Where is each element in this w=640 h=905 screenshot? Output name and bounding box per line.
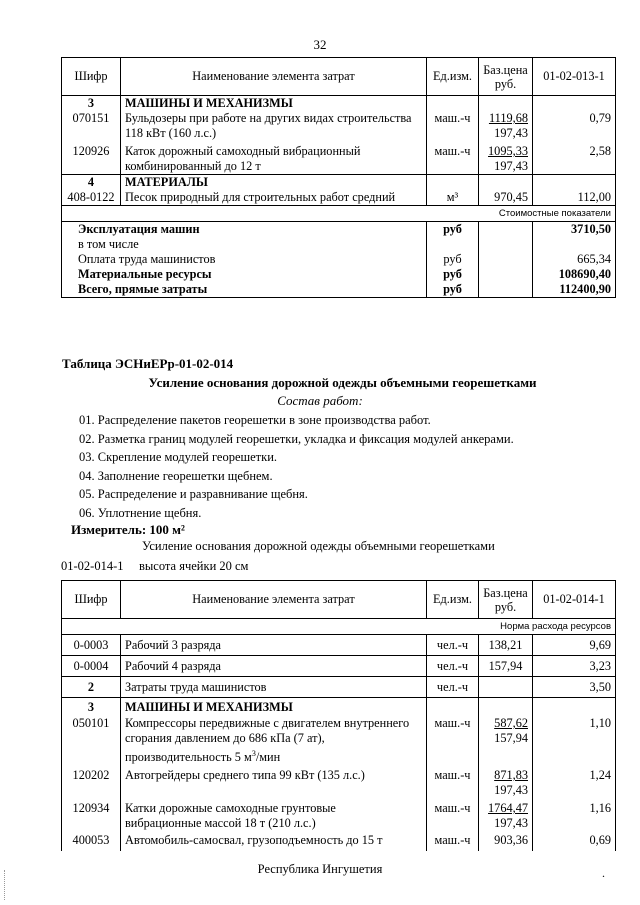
resource-norm-row — [62, 619, 616, 635]
row-code: 120934 — [62, 798, 121, 831]
section-row-machines — [62, 96, 616, 112]
row-name: Бульдозеры при работе на других видах строительства 118 кВт (160 л.с.) — [121, 111, 427, 141]
table-row — [62, 190, 616, 206]
meter-label: Измеритель: 100 м² — [71, 522, 185, 537]
col-code-header: Шифр — [62, 581, 121, 619]
row-price: 1095,33 197,43 — [479, 141, 533, 175]
table-header-row — [62, 58, 616, 96]
row-name: Песок природный для строительных работ средний — [121, 190, 427, 206]
section-number: 3 — [62, 698, 121, 716]
row-name: Автомобиль-самосвал, грузоподъемность до 15 т — [121, 831, 427, 851]
cost-indicators-label: Стоимостные показатели — [62, 206, 616, 222]
resource-norm-label: Норма расхода ресурсов — [62, 619, 616, 635]
list-item: 03. Скрепление модулей георешетки. — [79, 450, 278, 465]
col-price-header: Баз.цена руб. — [479, 58, 533, 96]
summary-unit: руб — [427, 267, 479, 282]
col-unit-header: Ед.изм. — [427, 58, 479, 96]
row-name-line: производительность 5 $м^3$/мин — [125, 749, 281, 765]
cost-indicators-row — [62, 206, 616, 222]
row-name: Автогрейдеры среднего типа 99 кВт (135 л.с.) — [121, 765, 427, 798]
row-price: 970,45 — [479, 190, 533, 206]
table-row — [62, 141, 616, 175]
summary-label: Оплата труда машинистов — [62, 252, 427, 267]
row-code: 400053 — [62, 831, 121, 851]
row-qty: 0,69 — [533, 831, 616, 851]
list-item: 01. Распределение пакетов георешетки в зоне производства работ. — [79, 413, 431, 427]
work-steps-list — [79, 411, 514, 523]
footer-mark: . — [602, 866, 605, 880]
row-name: Каток дорожный самоходный вибрационный комбинированный до 12 т — [121, 141, 427, 175]
row-qty: 1,10 — [533, 715, 616, 765]
list-item: 05. Распределение и разравнивание щебня. — [79, 487, 308, 502]
page-number: 32 — [313, 37, 327, 52]
row-qty: 2,58 — [533, 141, 616, 175]
row-unit: маш.-ч — [427, 715, 479, 765]
col-unit-header: Ед.изм. — [427, 581, 479, 619]
row-qty: 3,23 — [533, 656, 616, 677]
summary-value: 112400,90 — [533, 282, 616, 298]
row-code: 070151 — [62, 111, 121, 141]
col-price-header: Баз.цена руб. — [479, 581, 533, 619]
row-unit: маш.-ч — [427, 831, 479, 851]
table-row — [62, 831, 616, 851]
summary-label: Материальные ресурсы — [62, 267, 427, 282]
summary-row — [62, 222, 616, 238]
row-code: 0-0004 — [62, 656, 121, 677]
page-footer: Республика Ингушетия — [257, 862, 383, 876]
row-qty: 1,16 — [533, 798, 616, 831]
item-code: 01-02-014-1 — [61, 559, 124, 573]
col-name-header: Наименование элемента затрат — [121, 58, 427, 96]
summary-row — [62, 282, 616, 298]
summary-row — [62, 237, 616, 252]
list-item: 04. Заполнение георешетки щебнем. — [79, 468, 273, 483]
table-row — [62, 635, 616, 656]
section-row-machines — [62, 698, 616, 716]
list-item: 06. Уплотнение щебня. — [79, 505, 202, 520]
row-unit: чел.-ч — [427, 635, 479, 656]
row-unit: маш.-ч — [427, 798, 479, 831]
section-title: МАТЕРИАЛЫ — [121, 175, 427, 191]
section-title: МАШИНЫ И МЕХАНИЗМЫ — [121, 96, 427, 112]
row-price: 1119,68 197,43 — [479, 111, 533, 141]
row-qty: 112,00 — [533, 190, 616, 206]
table-row — [62, 656, 616, 677]
summary-row — [62, 267, 616, 282]
row-unit: м³ — [427, 190, 479, 206]
resource-table-2 — [61, 580, 616, 851]
section-row-materials — [62, 175, 616, 191]
row-price: 138,21 — [479, 635, 533, 656]
row-price: 587,62 157,94 — [479, 715, 533, 765]
row-name: Катки дорожные самоходные грунтовые вибрационные массой 18 т (210 л.с.) — [121, 798, 427, 831]
section-number: 2 — [62, 677, 121, 698]
row-price: 903,36 — [479, 831, 533, 851]
row-name: Рабочий 3 разряда — [121, 635, 427, 656]
summary-value: 665,34 — [533, 252, 616, 267]
summary-unit: руб — [427, 282, 479, 298]
table-row — [62, 798, 616, 831]
row-unit: чел.-ч — [427, 677, 479, 698]
summary-value: 108690,40 — [533, 267, 616, 282]
row-unit: чел.-ч — [427, 656, 479, 677]
scan-edge-mark — [4, 870, 7, 900]
section-title: Затраты труда машинистов — [121, 677, 427, 698]
table-row — [62, 715, 616, 765]
table-header-row — [62, 581, 616, 619]
row-price: 871,83 197,43 — [479, 765, 533, 798]
row-unit: маш.-ч — [427, 111, 479, 141]
summary-label: Всего, прямые затраты — [62, 282, 427, 298]
row-qty: 1,24 — [533, 765, 616, 798]
summary-value: 3710,50 — [533, 222, 616, 238]
col-norm-header: 01-02-013-1 — [533, 58, 616, 96]
section-heading: Усиление основания дорожной одежды объемными георешетками — [148, 375, 537, 390]
summary-unit: руб — [427, 252, 479, 267]
col-code-header: Шифр — [62, 58, 121, 96]
row-name: Компрессоры передвижные с двигателем внутреннего сгорания давлением до 686 кПа (7 ат), производительность 5 $м^3$/мин — [121, 715, 427, 765]
row-unit: маш.-ч — [427, 141, 479, 175]
row-qty: 3,50 — [533, 677, 616, 698]
row-code: 408-0122 — [62, 190, 121, 206]
composition-label: Состав работ: — [277, 393, 363, 408]
row-name: Рабочий 4 разряда — [121, 656, 427, 677]
list-item: 02. Разметка границ модулей георешетки, укладка и фиксация модулей анкерами. — [79, 431, 514, 446]
row-code: 050101 — [62, 715, 121, 765]
summary-row — [62, 252, 616, 267]
table-row — [62, 765, 616, 798]
row-qty: 0,79 — [533, 111, 616, 141]
summary-label: Эксплуатация машин — [62, 222, 427, 238]
col-norm-header: 01-02-014-1 — [533, 581, 616, 619]
row-price: 1764,47 197,43 — [479, 798, 533, 831]
item-description: Усиление основания дорожной одежды объемными георешетками — [142, 539, 495, 553]
item-text: высота ячейки 20 см — [139, 559, 249, 573]
summary-unit: руб — [427, 222, 479, 238]
section-row-machinist-labor — [62, 677, 616, 698]
row-code: 0-0003 — [62, 635, 121, 656]
section-number: 3 — [62, 96, 121, 112]
row-code: 120202 — [62, 765, 121, 798]
table-title: Таблица ЭСНиЕРр-01-02-014 — [62, 356, 234, 371]
section-title: МАШИНЫ И МЕХАНИЗМЫ — [121, 698, 427, 716]
section-number: 4 — [62, 175, 121, 191]
row-qty: 9,69 — [533, 635, 616, 656]
row-unit: маш.-ч — [427, 765, 479, 798]
summary-label: в том числе — [62, 237, 427, 252]
table-row — [62, 111, 616, 141]
col-name-header: Наименование элемента затрат — [121, 581, 427, 619]
row-code: 120926 — [62, 141, 121, 175]
resource-table-1 — [61, 57, 616, 298]
row-price: 157,94 — [479, 656, 533, 677]
